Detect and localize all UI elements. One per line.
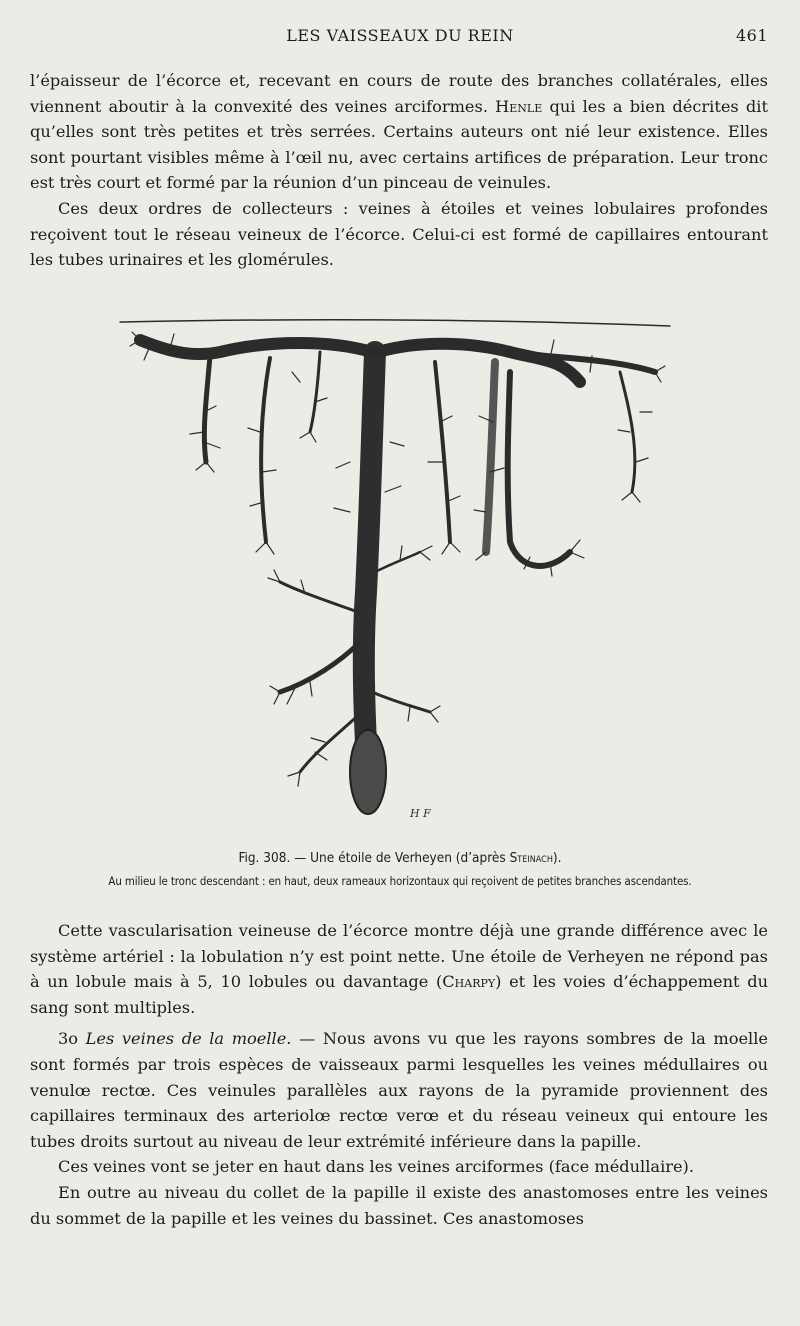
running-title: LES VAISSEAUX DU REIN — [286, 26, 514, 45]
paragraph-3-text-a: Cette vascularisation veineuse de l’écorce montre déjà une grande différence avec le système artériel : la lobulation n’y est point nette. Une étoile de Verheyen ne répond pas à un lobule mais à 5, 10 lobules ou davantage ( — [30, 921, 768, 992]
figure-label: Fig. 308. — Une étoile de Verheyen (d’après — [238, 850, 510, 866]
text-block-bottom — [30, 918, 768, 1231]
text-block-top — [30, 68, 768, 273]
figure-author: Steinach — [509, 850, 553, 866]
paragraph-6: En outre au niveau du collet de la papille il existe des anastomoses entre les veines du sommet de la papille et les veines du bassinet. Ces anastomoses — [30, 1182, 768, 1228]
paragraph-5: Ces veines vont se jeter en haut dans les veines arciformes (face médullaire). — [58, 1157, 695, 1177]
paragraph-4 — [30, 1026, 768, 1154]
paragraph-3 — [30, 918, 768, 1020]
figure-caption-title — [30, 850, 770, 866]
section-number: 3o — [58, 1029, 86, 1049]
section-title: Les veines de la moelle. — [85, 1029, 292, 1049]
figure-label-end: ). — [552, 850, 562, 866]
page-number: 461 — [735, 26, 768, 45]
author-henle: Henle — [495, 96, 543, 116]
paragraph-1-text-b: qui les a bien décrites dit qu’elles sont très petites et très serrées. Certains auteurs ont nié leur existence. Elles sont pourtant visibles même à l’œil nu, avec certains artifices de préparation. Leur tronc est très court et formé par la réunion d’un pinceau de veinules. — [30, 96, 768, 193]
paragraph-1-text-a: l’épaisseur de l’écorce et, recevant en cours de route des branches collatérales, elles viennent aboutir à la convexité des veines arciformes. — [30, 71, 768, 116]
paragraph-2: Ces deux ordres de collecteurs : veines à étoiles et veines lobulaires profondes reçoivent tout le réseau veineux de l’écorce. Celui-ci est formé de capillaires entourant les tubes urinaires et les glomérules. — [30, 198, 768, 270]
engraver-signature: H F — [410, 807, 431, 820]
running-header — [30, 24, 770, 50]
figure-308 — [110, 312, 680, 832]
paragraph-1 — [30, 68, 768, 196]
figure-caption: Au milieu le tronc descendant : en haut, deux rameaux horizontaux qui reçoivent de petites branches ascendantes. — [108, 874, 692, 888]
paragraph-3-text-b: ) et les voies d’échappement du sang sont multiples. — [30, 972, 768, 1017]
author-charpy: Charpy — [442, 972, 496, 992]
paragraph-4-text: — Nous avons vu que les rayons sombres de la moelle sont formés par trois espèces de vaisseaux parmi lesquelles les veines médullaires ou venulœ rectœ. Ces veinules parallèles aux rayons de la pyramide proviennent des capillaires terminaux des arteriolœ rectœ verœ et du réseau veineux qui entoure les tubes droits surtout au niveau de leur extrémité inférieure dans la papille. — [30, 1029, 768, 1151]
vein-illustration — [110, 312, 680, 832]
